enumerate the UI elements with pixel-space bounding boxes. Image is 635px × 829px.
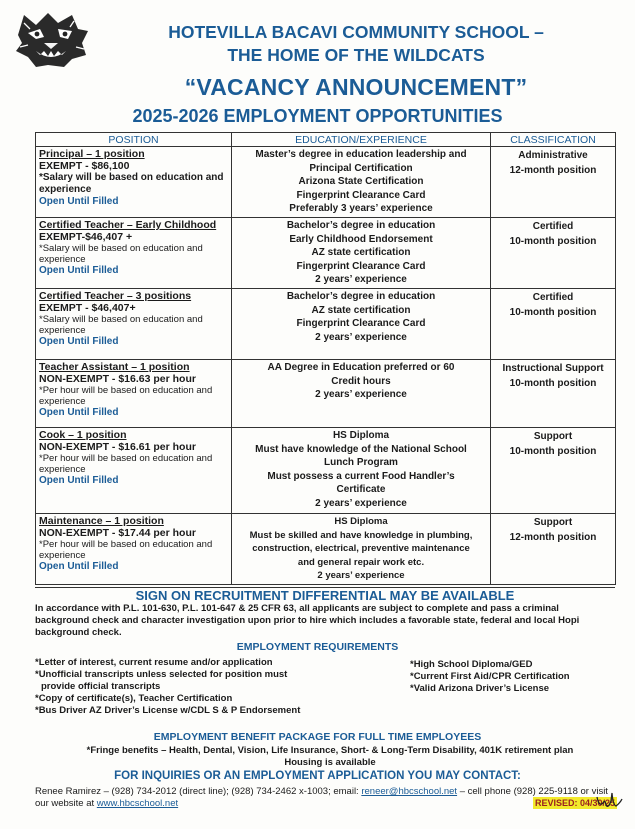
classification-cell bbox=[491, 514, 616, 585]
requirement-item: provide official transcripts bbox=[41, 681, 161, 692]
position-title: Principal – 1 position bbox=[39, 148, 145, 160]
requirement-item: *Unofficial transcripts unless selected for position must bbox=[35, 669, 288, 680]
inquiry-heading: FOR INQUIRIES OR AN EMPLOYMENT APPLICATION YOU MAY CONTACT: bbox=[114, 770, 521, 782]
position-note: *Per hour will be based on education and experience bbox=[39, 453, 213, 475]
open-until-filled: Open Until Filled bbox=[39, 336, 119, 347]
open-until-filled: Open Until Filled bbox=[39, 407, 119, 418]
classification-term: 10-month position bbox=[509, 446, 597, 457]
position-cell bbox=[36, 360, 232, 428]
contact-cell-text: – cell phone (928) 225-9118 or visit bbox=[459, 786, 608, 797]
education-line: Arizona State Certification bbox=[298, 176, 424, 187]
position-title: Maintenance – 1 position bbox=[39, 515, 164, 527]
classification-term: 12-month position bbox=[509, 532, 597, 543]
position-cell bbox=[36, 218, 232, 289]
position-salary: NON-EXEMPT - $17.44 per hour bbox=[39, 527, 196, 539]
classification-cell bbox=[491, 147, 616, 218]
education-line: HS Diploma bbox=[332, 430, 390, 441]
school-tagline-heading: THE HOME OF THE WILDCATS bbox=[227, 45, 485, 65]
table-row bbox=[36, 218, 616, 289]
requirements-list-left bbox=[35, 657, 395, 717]
vacancy-announcement-heading: “VACANCY ANNOUNCEMENT” bbox=[184, 74, 528, 100]
education-line: and general repair work etc. bbox=[297, 556, 425, 568]
requirement-item: *High School Diploma/GED bbox=[410, 659, 533, 670]
education-line: Credit hours bbox=[331, 375, 391, 387]
vacancy-table bbox=[35, 132, 616, 585]
education-line: construction, electrical, preventive maintenance bbox=[252, 543, 470, 554]
education-cell bbox=[232, 428, 491, 514]
classification-cell bbox=[491, 428, 616, 514]
employment-opportunities-heading: 2025-2026 EMPLOYMENT OPPORTUNITIES bbox=[132, 106, 503, 126]
education-line: Bachelor’s degree in education bbox=[286, 291, 436, 302]
table-row bbox=[36, 428, 616, 514]
website-prefix: our website at bbox=[35, 798, 95, 809]
column-header-education: EDUCATION/EXPERIENCE bbox=[232, 133, 491, 147]
education-line: 2 years’ experience bbox=[315, 274, 407, 285]
open-until-filled: Open Until Filled bbox=[39, 265, 119, 276]
classification-cell bbox=[491, 218, 616, 289]
education-cell bbox=[232, 360, 491, 428]
handwritten-initials bbox=[594, 789, 624, 811]
table-header-row bbox=[36, 133, 616, 147]
benefits-heading: EMPLOYMENT BENEFIT PACKAGE FOR FULL TIME EMPLOYEES bbox=[153, 731, 482, 743]
position-salary: EXEMPT-$46,407 + bbox=[39, 231, 133, 243]
classification-type: Certified bbox=[532, 221, 574, 232]
education-line: 2 years’ experience bbox=[315, 389, 407, 400]
classification-type: Support bbox=[533, 431, 573, 442]
classification-type: Certified bbox=[532, 292, 574, 303]
requirement-item: *Valid Arizona Driver’s License bbox=[410, 683, 550, 694]
table-row bbox=[36, 289, 616, 360]
education-line: 2 years’ experience bbox=[317, 570, 405, 581]
benefits-line: *Fringe benefits – Health, Dental, Vision, Life Insurance, Short- & Long-Term Disability, 401K retirement plan bbox=[86, 745, 574, 756]
classification-term: 10-month position bbox=[509, 236, 597, 247]
position-title: Teacher Assistant – 1 position bbox=[39, 361, 190, 373]
housing-line: Housing is available bbox=[284, 757, 376, 768]
classification-type: Instructional Support bbox=[502, 363, 604, 374]
classification-type: Support bbox=[533, 517, 573, 528]
education-line: Principal Certification bbox=[309, 162, 413, 174]
education-line: Certificate bbox=[336, 484, 386, 495]
classification-cell bbox=[491, 289, 616, 360]
requirements-heading: EMPLOYMENT REQUIREMENTS bbox=[236, 641, 399, 653]
education-line: Master’s degree in education leadership and bbox=[255, 149, 467, 160]
education-line: Early Childhood Endorsement bbox=[289, 233, 433, 245]
position-salary: EXEMPT - $46,407+ bbox=[39, 302, 136, 314]
position-salary: NON-EXEMPT - $16.61 per hour bbox=[39, 441, 196, 453]
education-line: Fingerprint Clearance Card bbox=[296, 260, 426, 272]
open-until-filled: Open Until Filled bbox=[39, 561, 119, 572]
education-line: 2 years’ experience bbox=[315, 331, 407, 343]
open-until-filled: Open Until Filled bbox=[39, 196, 119, 207]
education-line: Preferably 3 years’ experience bbox=[289, 203, 433, 214]
table-row bbox=[36, 360, 616, 428]
contact-phone-text: Renee Ramirez – (928) 734-2012 (direct line); (928) 734-2462 x-1003; email: bbox=[35, 786, 359, 797]
education-cell bbox=[232, 147, 491, 218]
website-link[interactable]: www.hbcschool.net bbox=[96, 798, 179, 809]
education-line: AZ state certification bbox=[311, 247, 411, 258]
position-note: *Salary will be based on education and experience bbox=[39, 243, 203, 265]
requirement-item: *Bus Driver AZ Driver’s License w/CDL S & P Endorsement bbox=[35, 705, 301, 716]
position-note: *Salary will be based on education and experience bbox=[39, 314, 203, 336]
classification-cell bbox=[491, 360, 616, 428]
position-cell bbox=[36, 514, 232, 585]
education-line: AZ state certification bbox=[311, 304, 411, 316]
revised-date-badge: REVISED: 04/30/25 bbox=[535, 798, 616, 808]
wildcat-mascot-logo bbox=[14, 9, 92, 69]
education-line: 2 years’ experience bbox=[315, 497, 407, 509]
classification-term: 10-month position bbox=[509, 378, 597, 389]
position-note: *Salary will be based on education and experience bbox=[39, 172, 224, 195]
benefits-text bbox=[60, 745, 600, 769]
position-salary: EXEMPT - $86,100 bbox=[39, 160, 130, 172]
signon-differential-banner: SIGN ON RECRUITMENT DIFFERENTIAL MAY BE AVAILABLE bbox=[35, 587, 615, 603]
position-note: *Per hour will be based on education and experience bbox=[39, 385, 213, 407]
position-title: Certified Teacher – Early Childhood bbox=[39, 219, 217, 231]
requirements-list-right bbox=[410, 659, 625, 695]
education-cell bbox=[232, 514, 491, 585]
education-line: AA Degree in Education preferred or 60 bbox=[267, 362, 455, 373]
education-line: Must be skilled and have knowledge in plumbing, bbox=[249, 529, 473, 541]
column-header-position: POSITION bbox=[36, 133, 232, 147]
education-cell bbox=[232, 218, 491, 289]
classification-term: 10-month position bbox=[509, 307, 597, 318]
email-link[interactable]: reneer@hbcschool.net bbox=[361, 786, 458, 797]
education-line: Must have knowledge of the National School bbox=[255, 443, 467, 455]
column-header-classification: CLASSIFICATION bbox=[491, 133, 616, 147]
open-until-filled: Open Until Filled bbox=[39, 475, 119, 486]
position-note: *Per hour will be based on education and experience bbox=[39, 539, 213, 561]
school-name-heading: HOTEVILLA BACAVI COMMUNITY SCHOOL – bbox=[168, 22, 544, 42]
legal-background-check-notice: In accordance with P.L. 101-630, P.L. 101-647 & 25 CFR 63, all applicants are subject to complete and pass a criminal background check and character investigation upon prior to hire which includes a favorable state, federal and local Hopi background check. bbox=[35, 603, 580, 638]
position-title: Certified Teacher – 3 positions bbox=[39, 290, 192, 302]
table-row bbox=[36, 514, 616, 585]
requirement-item: *Current First Aid/CPR Certification bbox=[410, 671, 570, 682]
requirement-item: *Letter of interest, current resume and/or application bbox=[35, 657, 273, 668]
position-cell bbox=[36, 147, 232, 218]
requirement-item: *Copy of certificate(s), Teacher Certification bbox=[35, 693, 233, 704]
position-cell bbox=[36, 428, 232, 514]
position-title: Cook – 1 position bbox=[39, 429, 127, 441]
education-line: HS Diploma bbox=[334, 516, 388, 527]
education-line: Fingerprint Clearance Card bbox=[296, 189, 426, 201]
education-line: Must possess a current Food Handler’s bbox=[267, 470, 455, 482]
table-row bbox=[36, 147, 616, 218]
classification-term: 12-month position bbox=[509, 165, 597, 176]
classification-type: Administrative bbox=[518, 150, 588, 161]
education-line: Lunch Program bbox=[324, 457, 398, 468]
education-cell bbox=[232, 289, 491, 360]
position-salary: NON-EXEMPT - $16.63 per hour bbox=[39, 373, 196, 385]
education-line: Fingerprint Clearance Card bbox=[296, 318, 426, 329]
position-cell bbox=[36, 289, 232, 360]
education-line: Bachelor’s degree in education bbox=[286, 220, 436, 231]
